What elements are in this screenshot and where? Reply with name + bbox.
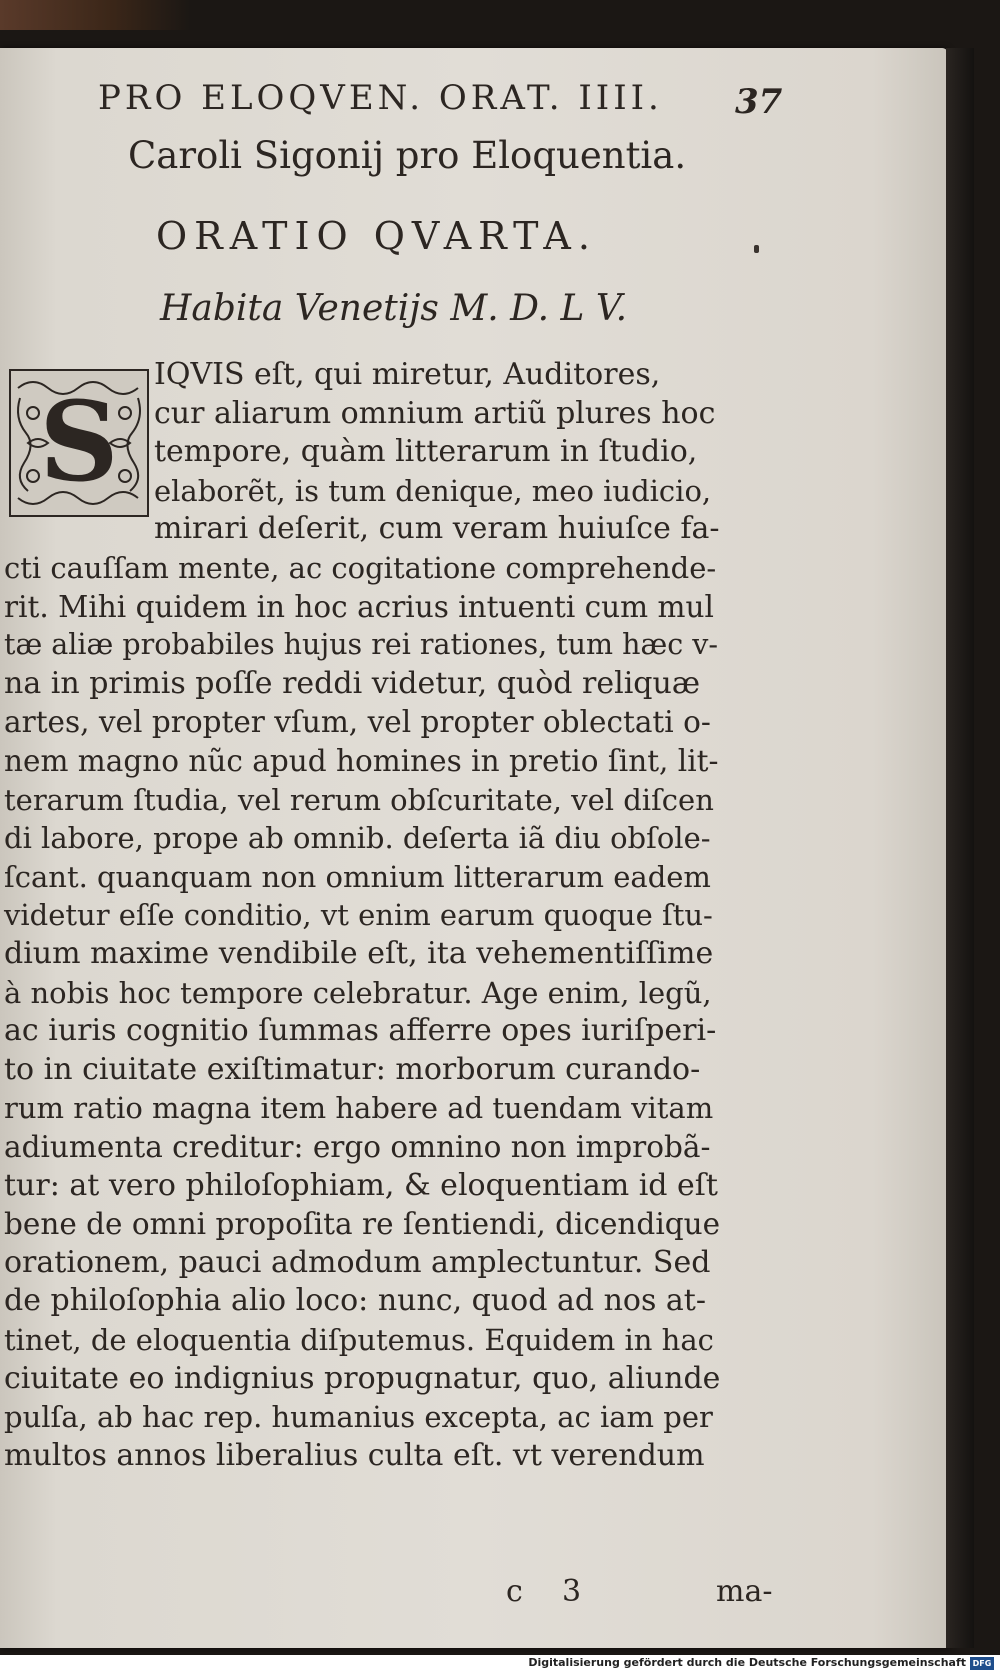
oration-number: ORATIO QVARTA. <box>156 214 597 258</box>
drop-cap-letter: S <box>39 377 119 506</box>
text-line: di labore, prope ab omnib. deſerta iã diu obſole- <box>4 821 711 856</box>
catchword: ma- <box>716 1574 773 1609</box>
funding-credit: Digitalisierung gefördert durch die Deutsche Forschungsgemeinschaft <box>528 1656 966 1669</box>
text-line: terarum ſtudia, vel rerum obſcuritate, vel diſcen <box>4 782 714 817</box>
text-line: adiumenta creditur: ergo omnino non improbã- <box>4 1130 711 1164</box>
signature-number: 3 <box>562 1574 582 1609</box>
text-line: pulſa, ab hac rep. humanius excepta, ac iam per <box>4 1400 713 1435</box>
text-line: de philoſophia alio loco: nunc, quod ad nos at- <box>4 1283 706 1319</box>
dfg-logo-icon: DFG <box>970 1657 994 1670</box>
text-line: rit. Mihi quidem in hoc acrius intuenti cum mul <box>4 589 714 624</box>
decorated-initial-icon <box>8 368 150 518</box>
digitization-footer <box>0 1655 1000 1673</box>
running-head: PRO ELOQVEN. ORAT. IIII. <box>98 78 663 118</box>
text-line: rum ratio magna item habere ad tuendam vitam <box>4 1091 714 1126</box>
text-line: tur: at vero philoſophiam, & eloquentiam id eſt <box>4 1167 718 1203</box>
text-line: na in primis poſſe reddi videtur, quòd reliquæ <box>4 665 701 701</box>
text-line: videtur eſſe conditio, vt enim earum quoque ſtu- <box>4 898 713 933</box>
text-line: nem magno nũc apud homines in pretio ſint, lit- <box>4 744 719 778</box>
oration-title: Caroli Sigonij pro Eloquentia. <box>128 134 687 177</box>
text-line: elaborẽt, is tum denique, meo iudicio, <box>154 473 712 508</box>
text-line: ſcant. quanquam non omnium litterarum eadem <box>4 859 711 894</box>
page-edge-shadow <box>946 48 974 1648</box>
text-line: cti cauſſam mente, ac cogitatione comprehende- <box>4 551 717 585</box>
text-line: tempore, quàm litterarum in ſtudio, <box>154 434 698 470</box>
text-line: ciuitate eo indignius propugnatur, quo, aliunde <box>4 1360 721 1396</box>
venue-date: Habita Venetijs M. D. L V. <box>160 288 628 329</box>
text-line: to in ciuitate exiſtimatur: morborum curando- <box>4 1051 701 1087</box>
text-line: multos annos liberalius culta eſt. vt verendum <box>4 1437 705 1473</box>
folio-number: 37 <box>735 82 783 122</box>
text-line: mirari deſerit, cum veram huiuſce fa- <box>154 511 720 547</box>
ink-speck <box>754 245 759 253</box>
text-line: ac iuris cognitio ſummas afferre opes iuriſperi- <box>4 1013 717 1049</box>
text-line: bene de omni propoſita re ſentiendi, dicendique <box>4 1207 721 1242</box>
text-line: IQVIS eſt, qui miretur, Auditores, <box>154 357 661 392</box>
text-line: dium maxime vendibile eſt, ita vehementiſſime <box>4 936 714 971</box>
text-line: artes, vel propter vſum, vel propter oblectati o- <box>4 705 711 740</box>
text-line: tinet, de eloquentia diſputemus. Equidem in hac <box>4 1323 714 1357</box>
text-line: cur aliarum omnium artiũ plures hoc <box>154 395 716 431</box>
text-line: tæ aliæ probabiles hujus rei rationes, tum hæc v- <box>4 628 719 662</box>
signature-mark: c <box>506 1574 523 1609</box>
text-line: orationem, pauci admodum amplectuntur. Sed <box>4 1244 711 1280</box>
text-line: à nobis hoc tempore celebratur. Age enim, legũ, <box>4 975 712 1010</box>
binding-edge <box>0 0 190 30</box>
